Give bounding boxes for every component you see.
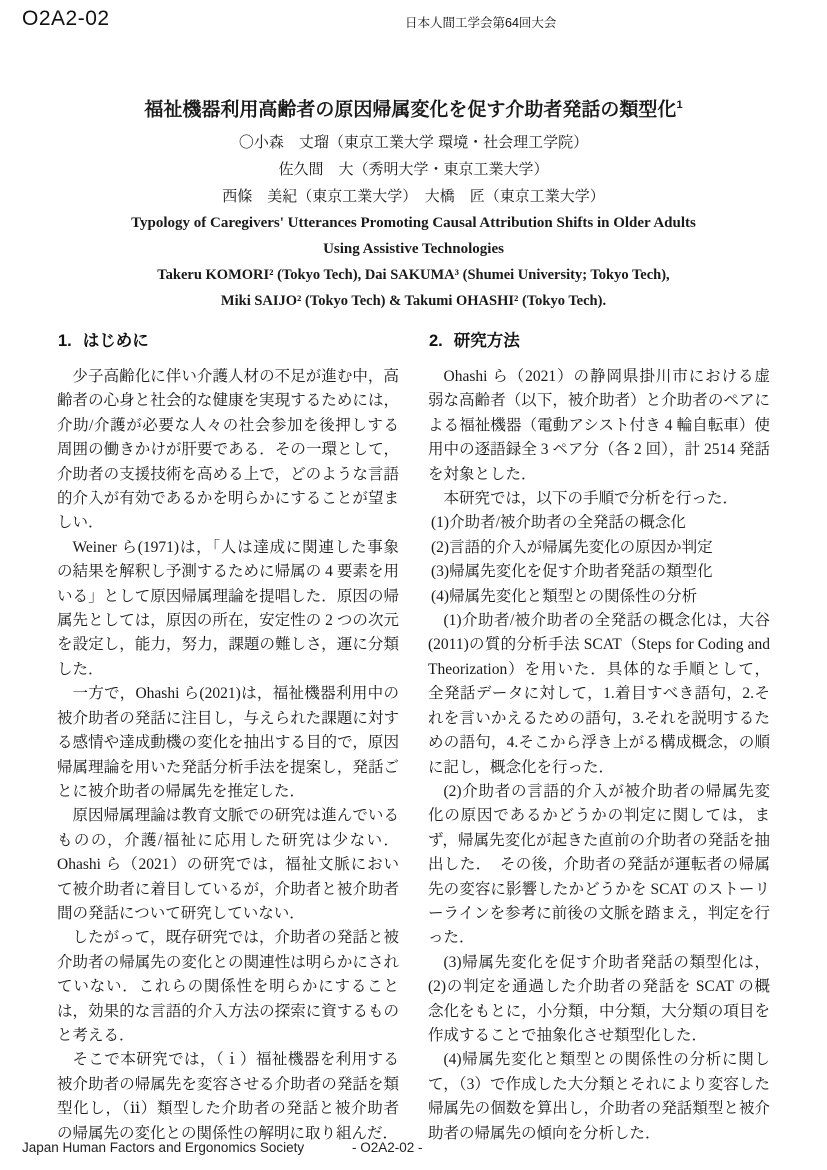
two-column-body: [57, 330, 770, 1146]
paragraph: Weiner ら(1971)は，「人は達成に関連した事象の結果を解釈し予測するために帰属の 4 要素を用いる」として原因帰属理論を提唱した．原因の帰属先としては，原因の所在，安定性の 2 つの次元を設定し，能力，努力，課題の難しさ，運に分類した．: [57, 538, 399, 678]
authors-en-line1: Takeru KOMORI² (Tokyo Tech), Dai SAKUMA³ (Shumei University; Tokyo Tech),: [157, 267, 670, 284]
title-footnote-marker: 1: [676, 99, 683, 111]
section-methods: [428, 330, 770, 1146]
title-block: [0, 93, 827, 314]
paragraph: Ohashi ら（2021）の静岡県掛川市における虚弱な高齢者（以下，被介助者）と介助者のペアによる福祉機器（電動アシスト付き 4 輪自転車）使用中の逐語録全 3 ペア分（各 2 回），計 2514 発話を対象とした．: [428, 368, 770, 483]
paper-id: O2A2-02: [22, 7, 110, 30]
conference-name: 日本人間工学会第64回大会: [405, 16, 557, 30]
page-footer: [22, 1140, 805, 1160]
section-1-heading: [58, 330, 399, 352]
paper-title-jp: [0, 93, 827, 122]
page-header: [22, 7, 805, 35]
paragraph: 本研究では，以下の手順で分析を行った．: [443, 490, 739, 508]
procedure-step-1: (1)介助者/被介助者の全発話の概念化: [431, 514, 686, 532]
author-line-jp-1: 〇小森 丈瑠（東京工業大学 環境・社会理工学院）: [238, 134, 589, 152]
section-1-number: 1.: [58, 332, 72, 350]
author-line-jp-2: 佐久間 大（秀明大学・東京工業大学）: [278, 161, 549, 179]
society-name: Japan Human Factors and Ergonomics Society: [22, 1140, 305, 1155]
section-introduction: [57, 330, 399, 1146]
section-2-title: 研究方法: [453, 332, 520, 350]
paper-title-en-line2: Using Assistive Technologies: [323, 241, 504, 258]
section-2-heading: [429, 330, 770, 352]
procedure-step-3: (3)帰属先変化を促す介助者発話の類型化: [431, 563, 713, 581]
procedure-step-4: (4)帰属先変化と類型との関係性の分析: [431, 587, 698, 605]
paper-title-jp-text: 福祉機器利用高齢者の原因帰属変化を促す介助者発話の類型化: [144, 99, 677, 121]
paragraph: 原因帰属理論は教育文脈での研究は進んでいるものの，介護/福祉に応用した研究は少ない．Ohashi ら（2021）の研究では，福祉文脈において被介助者に着目しているが，介助者と被介助者間の発話について研究していない．: [57, 807, 399, 922]
author-line-jp-3: 西條 美紀（東京工業大学） 大橋 匠（東京工業大学）: [222, 188, 605, 206]
paragraph: (1)介助者/被介助者の全発話の概念化は，大谷(2011)の質的分析手法 SCAT（Steps for Coding and Theorization）を用いた．具体的な手順として，全発話データに対して，1.着目すべき語句，2.それを言いかえるための語句，3.それを説明するための語句，4.そこから浮き上がる構成概念，の順に記し，概念化を行った．: [428, 612, 770, 776]
section-1-title: はじめに: [82, 332, 149, 350]
paragraph: 少子高齢化に伴い介護人材の不足が進む中，高齢者の心身と社会的な健康を実現するためには，介助/介護が必要な人々の社会参加を後押しする周囲の働きかけが肝要である．その一環として，介助者の支援技術を高める上で，どのような言語的介入が有効であるかを明らかにすることが望ましい．: [57, 368, 399, 532]
paragraph: そこで本研究では，（ｉ）福祉機器を利用する被介助者の帰属先を変容させる介助者の発話を類型化し，（ⅱ）類型した介助者の発話と被介助者の帰属先の変化との関係性の解明に取り組んだ．: [57, 1051, 399, 1142]
paragraph: (4)帰属先変化と類型との関係性の分析に関して，（3）で作成した大分類とそれにより変容した帰属先の個数を算出し，介助者の発話類型と被介助者の帰属先の傾向を分析した．: [428, 1051, 770, 1142]
authors-en-line2: Miki SAIJO² (Tokyo Tech) & Takumi OHASHI² (Tokyo Tech).: [220, 293, 607, 310]
paragraph: 一方で，Ohashi ら(2021)は，福祉機器利用中の被介助者の発話に注目し，与えられた課題に対する感情や達成動機の変化を抽出する目的で，原因帰属理論を用いた発話分析手法を提案し，発話ごとに被介助者の帰属先を推定した．: [57, 685, 399, 800]
paragraph: (2)介助者の言語的介入が被介助者の帰属先変化の原因であるかどうかの判定に関しては，まず，帰属先変化が起きた直前の介助者の発話を抽出した． その後，介助者の発話が運転者の帰属先の変容に影響したかどうかを SCAT のストーリーラインを参考に前後の文脈を踏まえ，判定を行った．: [428, 782, 770, 947]
procedure-step-2: (2)言語的介入が帰属先変化の原因か判定: [431, 538, 713, 556]
page-label: - O2A2-02 -: [352, 1140, 423, 1155]
paragraph: したがって，既存研究では，介助者の発話と被介助者の帰属先の変化との関連性は明らかにされていない．これらの関係性を明らかにすることは，効果的な言語的介入方法の探索に資するものと考える．: [57, 929, 399, 1044]
paper-title-en-line1: Typology of Caregivers' Utterances Promoting Causal Attribution Shifts in Older Adults: [131, 215, 696, 232]
paragraph: (3)帰属先変化を促す介助者発話の類型化は，(2)の判定を通過した介助者の発話を SCAT の概念化をもとに，小分類，中分類，大分類の項目を作成することで抽象化させ類型化した．: [428, 953, 770, 1044]
section-2-number: 2.: [429, 332, 443, 350]
